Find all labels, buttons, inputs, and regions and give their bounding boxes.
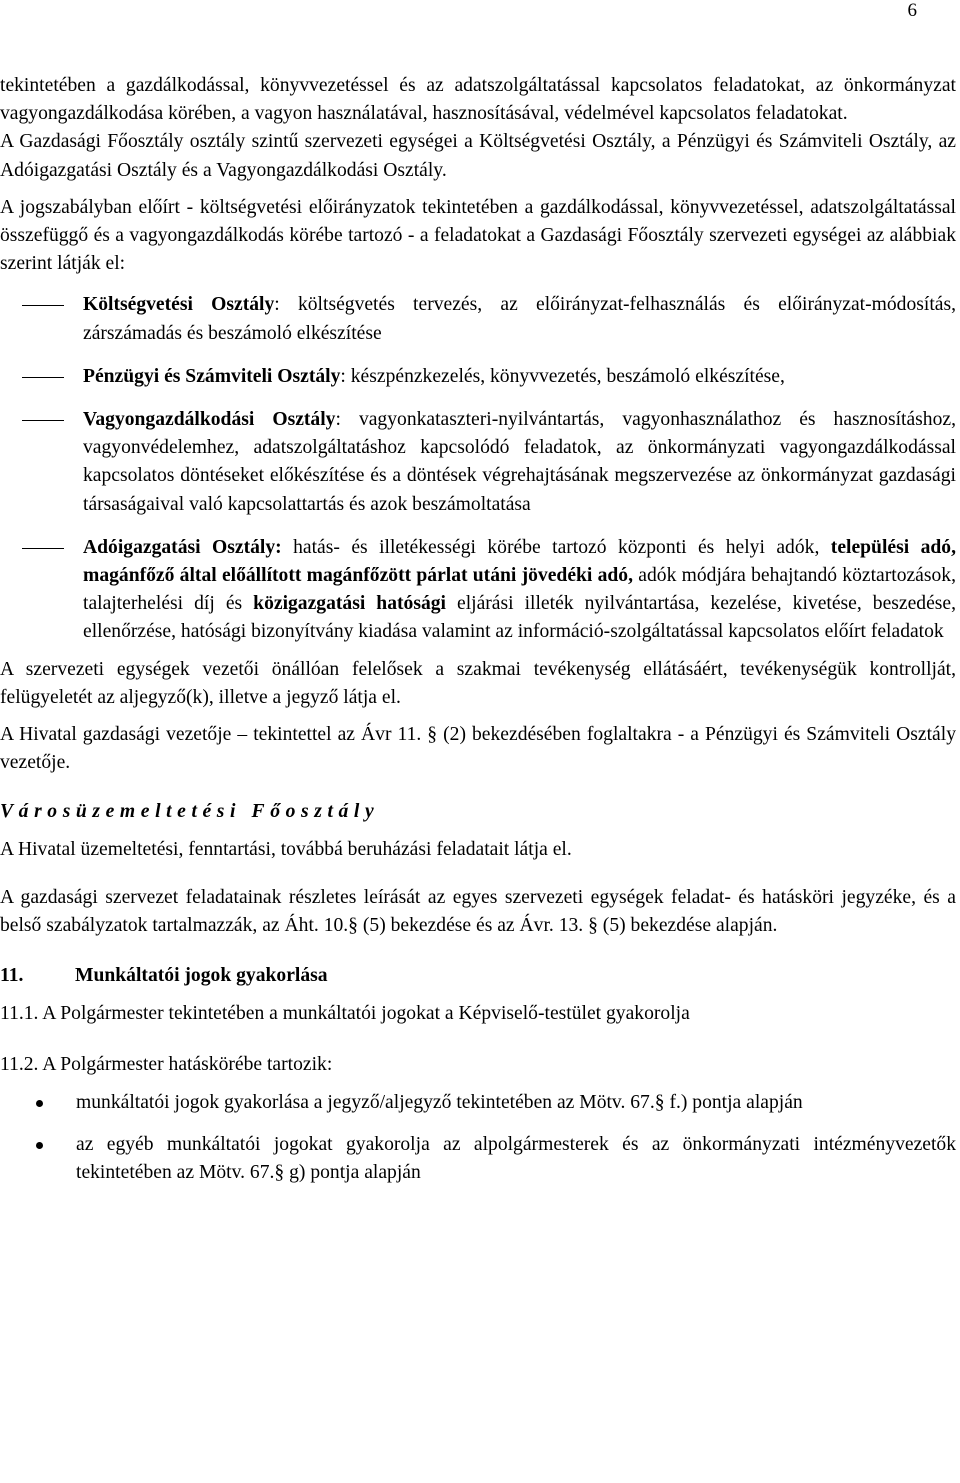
- department-name: Pénzügyi és Számviteli Osztály: [83, 365, 341, 387]
- separator: :: [274, 294, 280, 316]
- department-list: [0, 291, 956, 646]
- intro-paragraph-1: tekintetében a gazdálkodással, könyvvezetéssel és az adatszolgáltatással kapcsolatos feladatokat, az önkormányzat vagyongazdálkodása körében, a vagyon használatával, hasznosításával, védelmével kapcsolatos feladatokat.: [0, 75, 956, 125]
- department-description: hatás- és illetékességi körébe tartozó központi és helyi adók,: [281, 536, 831, 558]
- varos-paragraph-1: A Hivatal üzemeltetési, fenntartási, továbbá beruházási feladatait látja el.: [0, 838, 572, 860]
- document-body: [0, 72, 956, 1188]
- economic-leader-paragraph: A Hivatal gazdasági vezetője – tekintettel az Ávr 11. § (2) bekezdésében foglaltakra - a Pénzügyi és Számviteli Osztály vezetője.: [0, 724, 956, 774]
- department-description-bold: települési adó, magánfőző által előállított magánfőzött párlat utáni jövedéki adó,: [83, 536, 956, 587]
- list-item: az egyéb munkáltatói jogokat gyakorolja az alpolgármesterek és az önkormányzati intézményvezetők tekintetében az Mötv. 67.§ g) pontja alapján: [0, 1131, 956, 1187]
- varos-heading: Városüzemeltetési Főosztály: [0, 801, 380, 823]
- separator: :: [340, 365, 346, 387]
- department-item-koltsegvetesi: [0, 291, 956, 347]
- department-name: Költségvetési Osztály: [83, 294, 275, 316]
- department-description: eljárási illeték nyilvántartása, kezelése, kivetése, beszedése, ellenőrzése, hatósági bizonyítvány kiadása valamint az információ-szolgáltatással kapcsolatos előírt feladatok: [83, 593, 957, 643]
- section-11-2: 11.2. A Polgármester hatáskörébe tartozik:: [0, 1053, 333, 1075]
- intro-paragraph-2: A Gazdasági Főosztály osztály szintű szervezeti egységei a Költségvetési Osztály, a Pénzügyi és Számviteli Osztály, az Adóigazgatási Osztály és a Vagyongazdálkodási Osztály.: [0, 131, 956, 181]
- varos-paragraph-2: A gazdasági szervezet feladatainak részletes leírását az egyes szervezeti egységek feladat- és hatásköri jegyzéke, és a belső szabályzatok tartalmazzák, az Áht. 10.§ (5) bekezdése és az Ávr. 13. § (5) bekezdése alapján.: [0, 886, 956, 937]
- department-description: készpénzkezelés, könyvvezetés, beszámoló elkészítése,: [345, 365, 785, 387]
- section-11-1: 11.1. A Polgármester tekintetében a munkáltatói jogokat a Képviselő-testület gyakorolja: [0, 1003, 690, 1025]
- department-item-vagyongazdalkodasi: [0, 406, 956, 519]
- department-item-adoigazgatasi: [0, 534, 956, 647]
- department-description-bold: közigazgatási hatósági: [253, 593, 446, 615]
- department-name: Adóigazgatási Osztály:: [83, 536, 282, 558]
- list-item: munkáltatói jogok gyakorlása a jegyző/aljegyző tekintetében az Mötv. 67.§ f.) pontja alapján: [0, 1089, 956, 1117]
- section-11-2-list: [0, 1089, 956, 1188]
- department-description: költségvetés tervezés, az előirányzat-felhasználás és előirányzat-módosítás, zárszámadás és beszámoló elkészítése: [83, 294, 957, 344]
- department-description: vagyonkataszteri-nyilvántartás, vagyonhasználathoz és hasznosításhoz, vagyonvédelemhez, adatszolgáltatáshoz kapcsolódó feladatok, az önkormányzati vagyongazdálkodással kapcsolatos döntéseket előkészítése és a döntések végrehajtásának megszervezése az önkormányzat gazdasági társaságaival való kapcsolattartás és azok beszámoltatása: [83, 409, 956, 515]
- responsibility-paragraph: A szervezeti egységek vezetői önállóan felelősek a szakmai tevékenység ellátásáért, tevékenységük kontrollját, felügyeletét az aljegyző(k), illetve a jegyző látja el.: [0, 658, 956, 708]
- section-title: Munkáltatói jogok gyakorlása: [75, 965, 328, 987]
- section-11-heading: [0, 962, 956, 990]
- section-number: 11.: [0, 965, 24, 987]
- department-name: Vagyongazdálkodási Osztály: [83, 409, 336, 431]
- department-item-penzugyi: [0, 363, 956, 391]
- separator: :: [335, 409, 341, 431]
- page-number: 6: [907, 0, 917, 21]
- intro-paragraph-3: A jogszabályban előírt - költségvetési előirányzatok tekintetében a gazdálkodással, könyvvezetéssel, adatszolgáltatással összefüggő és a vagyongazdálkodás körébe tartozó - a feladatokat a Gazdasági Főosztály szervezeti egységei az alábbiak szerint látják el:: [0, 196, 956, 275]
- department-description: adók módjára behajtandó köztartozások, talajterhelési díj és: [83, 565, 956, 615]
